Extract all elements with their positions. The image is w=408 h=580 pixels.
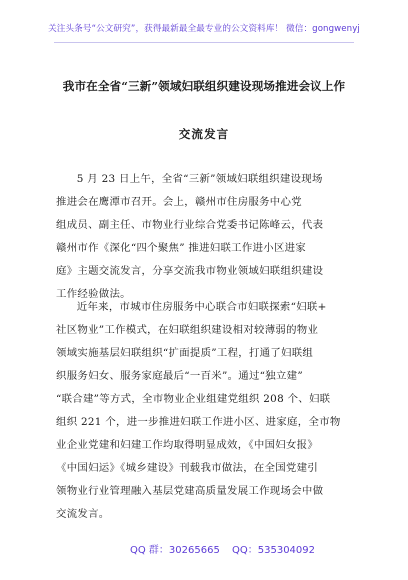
header-divider bbox=[54, 42, 354, 43]
paragraph-line: 赣州市作《深化“四个聚焦” 推进妇联工作进小区进家 bbox=[56, 242, 307, 254]
footer-qq-number: QQ：535304092 bbox=[232, 545, 316, 556]
paragraph-1 bbox=[56, 168, 361, 306]
paragraph-line: “联合建”等方式，全市物业企业组建党组织 208 个、妇联 bbox=[56, 393, 331, 405]
paragraph-line: 庭》主题交流发言，分享交流我市物业领域妇联组织建设 bbox=[56, 265, 324, 277]
paragraph-line: 组成员、副主任、市物业行业综合党委书记陈峰云，代表 bbox=[56, 219, 324, 231]
document-title: 我市在全省“三新”领域妇联组织建设现场推进会议上作 bbox=[62, 79, 346, 93]
footer-qq-group: QQ 群：30265665 bbox=[130, 545, 220, 556]
document-subtitle: 交流发言 bbox=[178, 127, 230, 141]
paragraph-line: 织服务妇女、服务家庭最后“一百米”。通过“独立建” bbox=[56, 370, 303, 382]
header-promo-note: 关注头条号“公文研究”，获得最新最全最专业的公文资料库！ 微信：gongwenyj bbox=[48, 24, 360, 34]
paragraph-line: 交流发言。 bbox=[56, 508, 110, 520]
paragraph-line: 领域实施基层妇联组织“扩面提质”工程，打通了妇联组 bbox=[56, 347, 314, 359]
paragraph-line: 工作经验做法。 bbox=[56, 288, 131, 300]
paragraph-line: 近年来，市城市住房服务中心联合市妇联探索“妇联+ bbox=[76, 301, 327, 313]
paragraph-line: 5 月 23 日上午，全省“三新”领域妇联组织建设现场 bbox=[76, 173, 323, 185]
paragraph-line: 《中国妇运》《城乡建设》刊载我市做法，在全国党建引 bbox=[56, 462, 319, 474]
paragraph-2 bbox=[56, 296, 361, 526]
paragraph-line: 业企业党建和妇建工作均取得明显成效，《中国妇女报》 bbox=[56, 439, 319, 451]
paragraph-line: 领物业行业管理融入基层党建高质量发展工作现场会中做 bbox=[56, 485, 324, 497]
paragraph-line: 组织 221 个，进一步推进妇联工作进小区、进家庭，全市物 bbox=[56, 416, 341, 428]
paragraph-line: 社区物业”工作模式，在妇联组织建设相对较薄弱的物业 bbox=[56, 324, 319, 336]
paragraph-line: 推进会在鹰潭市召开。会上，赣州市住房服务中心党 bbox=[56, 196, 302, 208]
